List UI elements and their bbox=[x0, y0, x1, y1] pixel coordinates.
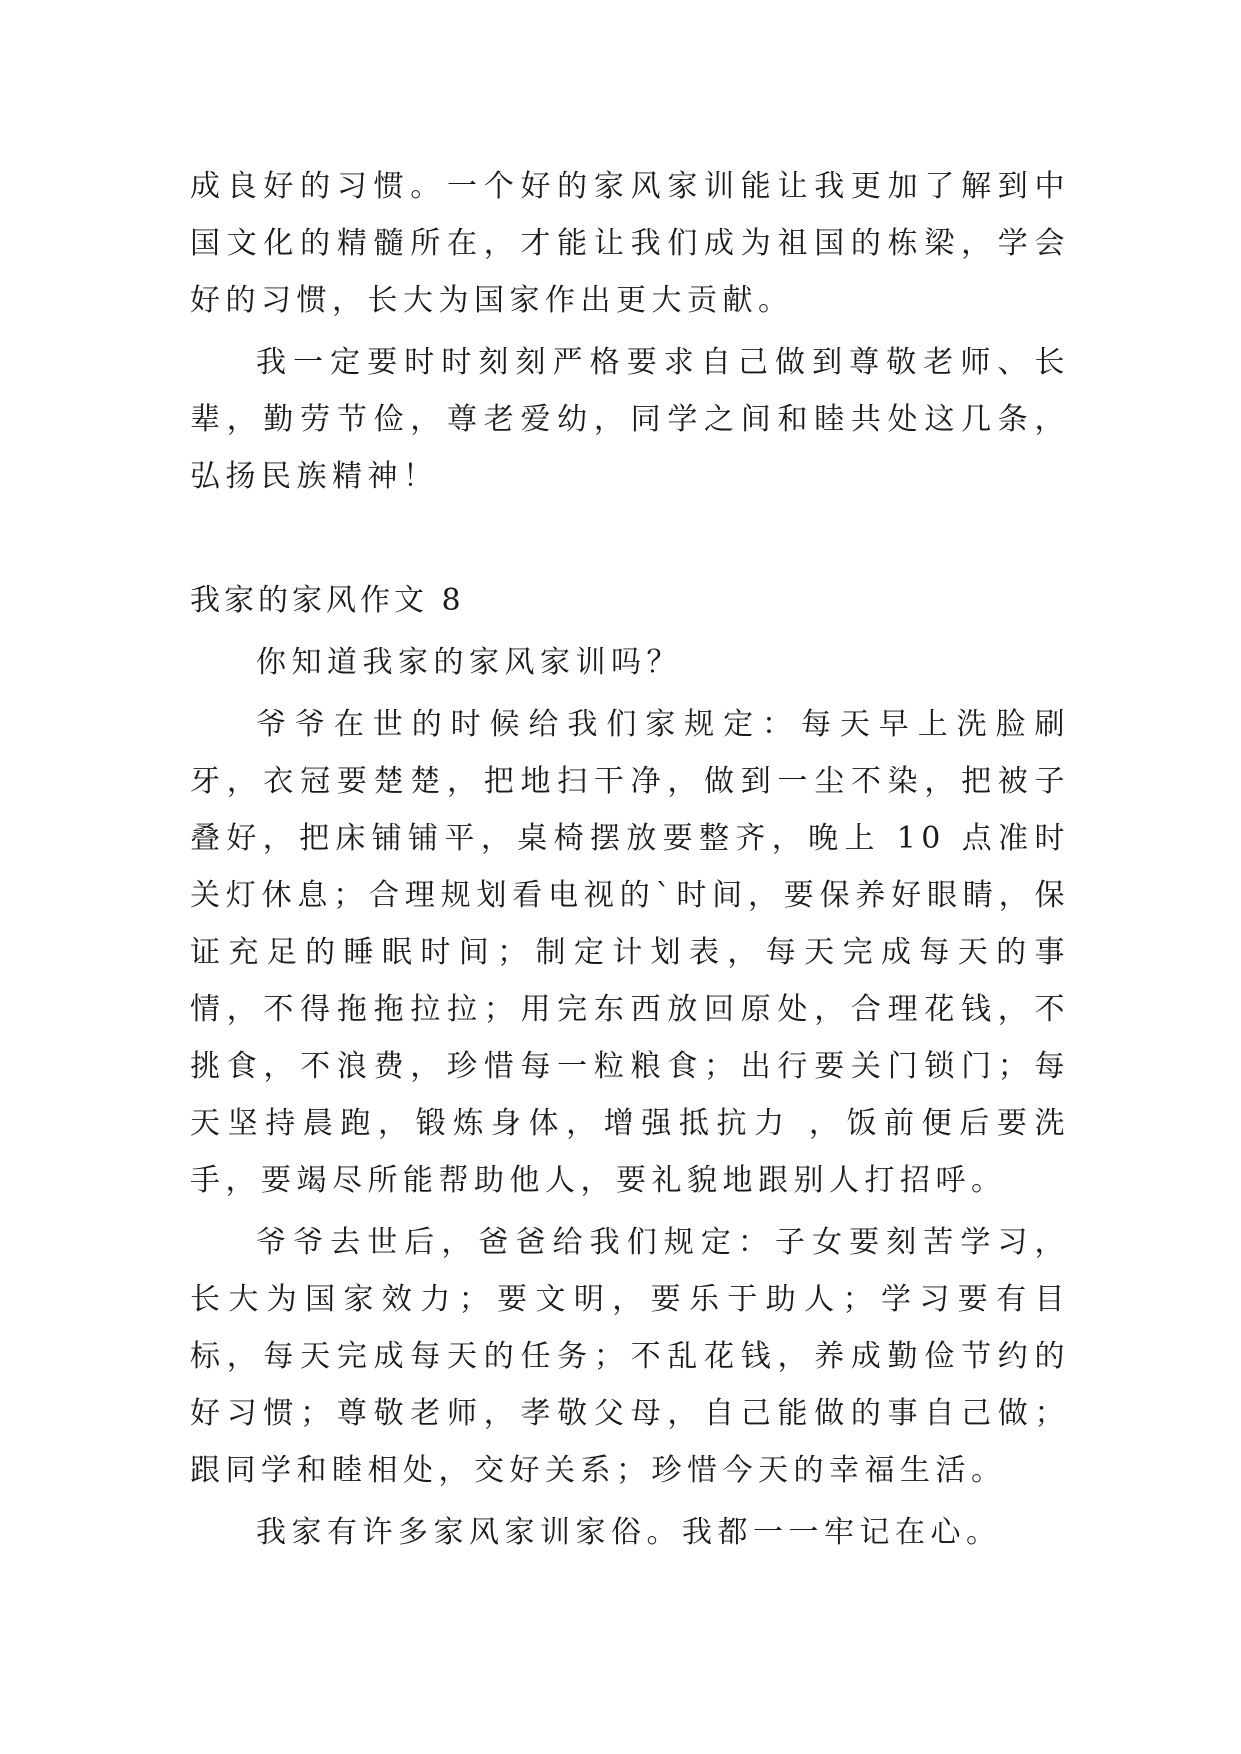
paragraph-father-rules: 爷爷去世后，爸爸给我们规定：子女要刻苦学习，长大为国家效力；要文明，要乐于助人；学习要有目标，每天完成每天的任务；不乱花钱，养成勤俭节约的好习惯；尊敬老师，孝敬父母，自己能做的事自己做；跟同学和睦相处，交好关系；珍惜今天的幸福生活。 bbox=[190, 1225, 1070, 1488]
paragraph-closing: 我家有许多家风家训家俗。我都一一牢记在心。 bbox=[256, 1515, 1002, 1550]
section-title: 我家的家风作文 8 bbox=[190, 583, 465, 618]
section-spacer bbox=[190, 510, 1070, 572]
paragraph-continuation: 成良好的习惯。一个好的家风家训能让我更加了解到中国文化的精髓所在，才能让我们成为祖国的栋梁，学会好的习惯，长大为国家作出更大贡献。 bbox=[190, 169, 1070, 318]
paragraph-grandfather-rules: 爷爷在世的时候给我们家规定：每天早上洗脸刷牙，衣冠要楚楚，把地扫干净，做到一尘不染，把被子叠好，把床铺铺平，桌椅摆放要整齐，晚上 10 点准时关灯休息；合理规划看电视的`时间，要保养好眼睛，保证充足的睡眠时间；制定计划表，每天完成每天的事情，不得拖拖拉拉；用完东西放回原处，合理花钱，不挑食，不浪费，珍惜每一粒粮食；出行要关门锁门；每天坚持晨跑，锻炼身体，增强抵抗力 ，饭前便后要洗手，要竭尽所能帮助他人，要礼貌地跟别人打招呼。 bbox=[190, 707, 1070, 1198]
paragraph-resolution: 我一定要时时刻刻严格要求自己做到尊敬老师、长辈，勤劳节俭，尊老爱幼，同学之间和睦共处这几条，弘扬民族精神！ bbox=[190, 345, 1070, 494]
paragraph-question: 你知道我家的家风家训吗？ bbox=[256, 645, 682, 680]
document-body bbox=[190, 158, 1070, 1566]
